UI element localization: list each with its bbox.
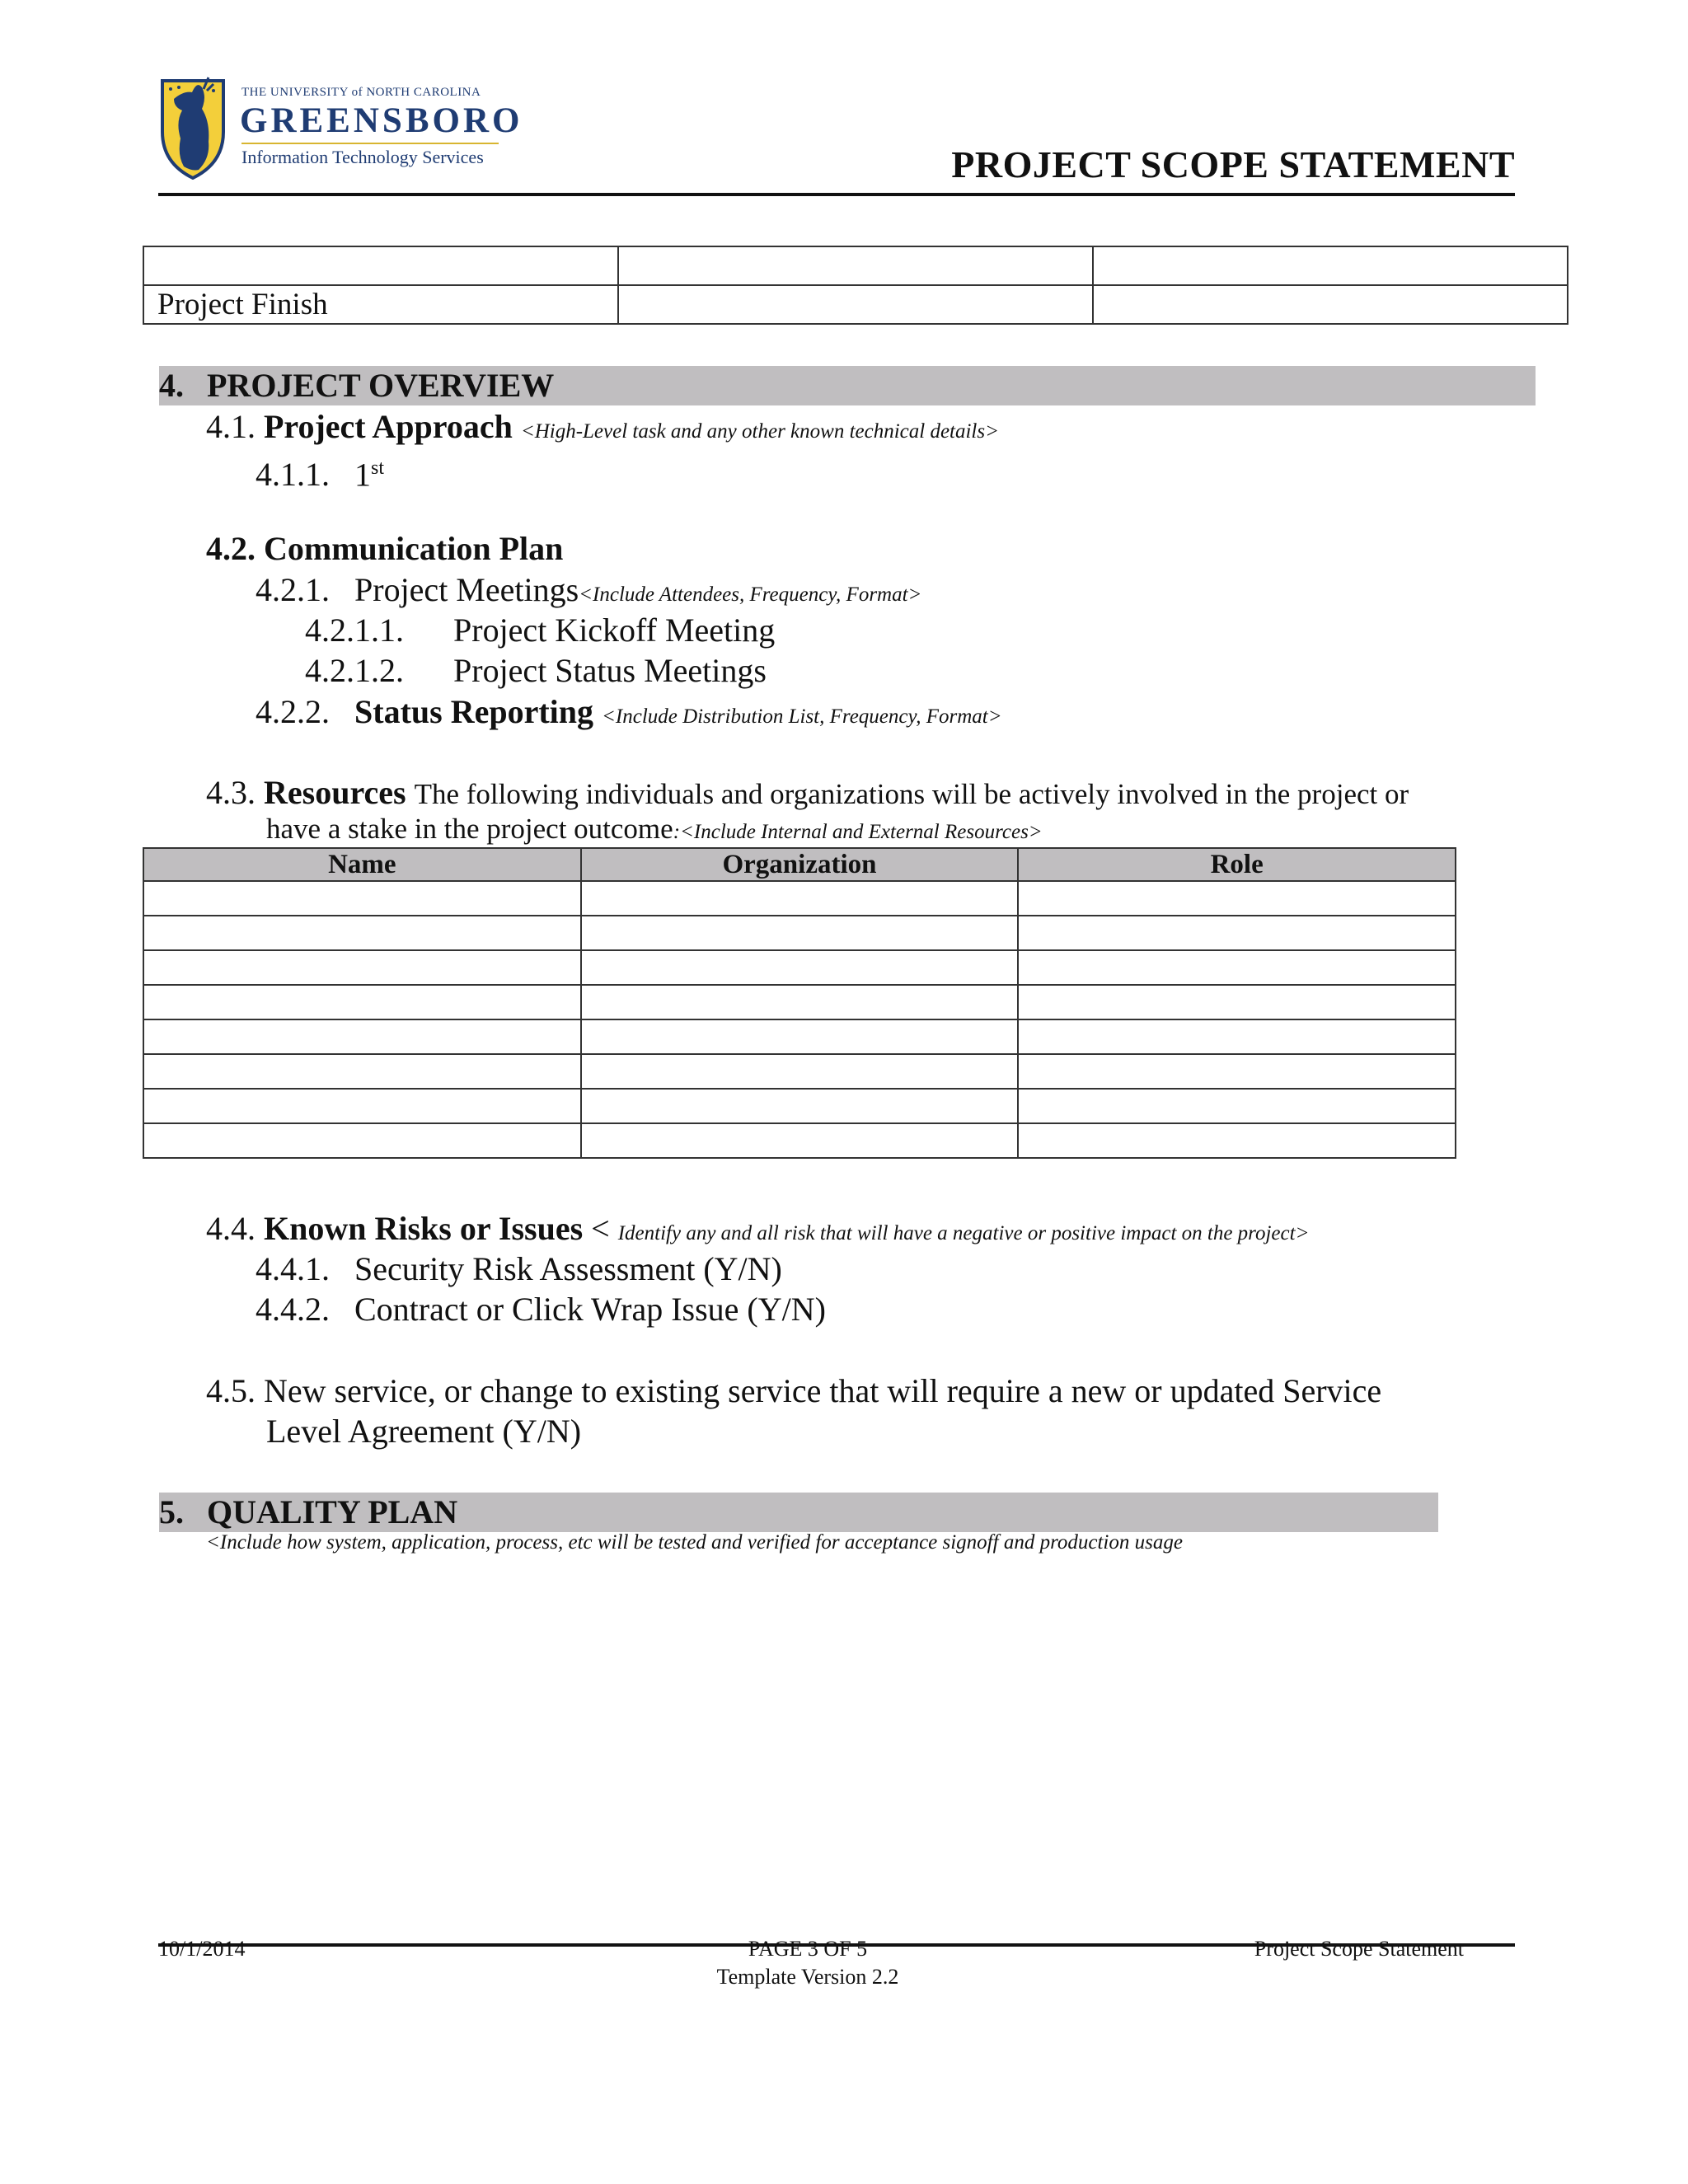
section-number: 4. (159, 367, 184, 404)
item-number: 4.2. (206, 530, 256, 567)
item-number: 4.4. (206, 1210, 256, 1247)
item-title: Resources (264, 774, 406, 811)
item-title: Status Reporting (354, 693, 594, 730)
item-text: Security Risk Assessment (Y/N) (354, 1250, 782, 1287)
risks-heading (206, 1209, 1309, 1254)
table-cell (1018, 1123, 1456, 1158)
table-row (143, 285, 1568, 324)
item-note: <Include Attendees, Frequency, Format> (579, 583, 922, 606)
risk-item-security (256, 1249, 782, 1289)
kickoff-item (305, 611, 775, 650)
item-title: Communication Plan (264, 530, 564, 567)
table-row (143, 985, 1456, 1019)
table-cell (143, 881, 581, 916)
table-cell (581, 1054, 1019, 1089)
dates-table (143, 246, 1568, 325)
table-cell (1018, 1019, 1456, 1054)
comm-plan-heading (206, 529, 563, 569)
item-superscript: st (371, 457, 385, 479)
item-text: The following individuals and organizations will be actively involved in the project or (414, 778, 1409, 810)
footer-page-number: PAGE 3 OF 5 (748, 1937, 868, 1961)
section-4-header (159, 366, 1536, 405)
item-bracket: < (583, 1210, 618, 1247)
status-reporting-item (256, 692, 1002, 737)
table-cell (1018, 881, 1456, 916)
service-item (206, 1371, 1381, 1411)
table-cell (1018, 916, 1456, 950)
logo-divider (241, 143, 499, 144)
quality-plan-note: <Include how system, application, process, etc will be tested and verified for acceptance signoff and production usage (206, 1531, 1183, 1554)
table-cell (143, 1123, 581, 1158)
table-cell (581, 1123, 1019, 1158)
table-cell (618, 285, 1093, 324)
service-item-line2: Level Agreement (Y/N) (266, 1413, 582, 1450)
table-cell (143, 985, 581, 1019)
item-number: 4.2.1.1. (305, 612, 404, 649)
risk-item-contract (256, 1290, 826, 1329)
item-text: New service, or change to existing service that will require a new or updated Service (264, 1372, 1382, 1409)
item-number: 4.2.1. (256, 571, 330, 608)
item-title: Known Risks or Issues (264, 1210, 584, 1247)
table-cell (143, 1089, 581, 1123)
table-cell (581, 950, 1019, 985)
resources-text-line2 (266, 811, 1043, 851)
table-cell (1018, 1089, 1456, 1123)
item-number: 4.5. (206, 1372, 256, 1409)
table-cell (581, 916, 1019, 950)
resources-table (143, 847, 1456, 1159)
table-row (143, 1054, 1456, 1089)
item-number: 4.1. (206, 408, 256, 445)
footer-template-version: Template Version 2.2 (716, 1965, 899, 1989)
shield-icon (159, 73, 227, 180)
approach-item (256, 448, 384, 494)
table-cell (581, 985, 1019, 1019)
table-cell (143, 950, 581, 985)
footer-date: 10/1/2014 (158, 1937, 246, 1961)
section-title: QUALITY PLAN (207, 1493, 458, 1530)
status-meetings-item (305, 651, 767, 691)
item-note: Identify any and all risk that will have a negative or positive impact on the project> (617, 1222, 1310, 1244)
item-note: :<Include Internal and External Resources> (673, 821, 1043, 843)
section-number: 5. (159, 1493, 184, 1530)
header-divider (158, 193, 1515, 196)
table-row (143, 1019, 1456, 1054)
logo-university-line: THE UNIVERSITY of NORTH CAROLINA (241, 86, 481, 99)
item-text: Project Kickoff Meeting (453, 612, 776, 649)
column-header-organization: Organization (581, 848, 1019, 881)
item-note: <Include Distribution List, Frequency, Format> (602, 705, 1002, 728)
column-header-name: Name (143, 848, 581, 881)
item-title: Project Approach (264, 408, 513, 445)
ugreensboro-logo (159, 73, 522, 181)
item-number: 4.3. (206, 774, 256, 811)
item-number: 4.2.1.2. (305, 652, 404, 689)
item-number: 4.4.2. (256, 1291, 330, 1328)
item-note: <High-Level task and any other known technical details> (520, 420, 999, 443)
table-cell (1018, 985, 1456, 1019)
section-title: PROJECT OVERVIEW (207, 367, 555, 404)
table-cell (1018, 1054, 1456, 1089)
table-row (143, 881, 1456, 916)
section-5-header (159, 1493, 1438, 1532)
item-number: 4.4.1. (256, 1250, 330, 1287)
table-row (143, 950, 1456, 985)
resources-heading (206, 773, 1409, 813)
item-text: Project Status Meetings (453, 652, 767, 689)
table-cell (1093, 285, 1568, 324)
item-text: 1 (354, 456, 371, 494)
table-cell (143, 246, 618, 285)
table-cell (143, 916, 581, 950)
table-cell (581, 1019, 1019, 1054)
table-row (143, 246, 1568, 285)
item-text: Project Meetings (354, 571, 579, 608)
footer-doc-name: Project Scope Statement (1254, 1937, 1464, 1961)
item-text: Contract or Click Wrap Issue (Y/N) (354, 1291, 826, 1328)
document-title: PROJECT SCOPE STATEMENT (951, 143, 1515, 185)
column-header-role: Role (1018, 848, 1456, 881)
meetings-item (256, 570, 921, 615)
table-cell: Project Finish (143, 285, 618, 324)
table-cell (581, 881, 1019, 916)
table-row (143, 1089, 1456, 1123)
table-cell (581, 1089, 1019, 1123)
table-row (143, 1123, 1456, 1158)
approach-heading (206, 407, 999, 452)
item-text: have a stake in the project outcome (266, 813, 673, 845)
logo-its-line: Information Technology Services (241, 147, 484, 167)
table-header-row (143, 848, 1456, 881)
table-cell (618, 246, 1093, 285)
table-cell (1018, 950, 1456, 985)
item-number: 4.2.2. (256, 693, 330, 730)
logo-greensboro: GREENSBORO (240, 101, 523, 140)
table-cell (143, 1019, 581, 1054)
table-cell (1093, 246, 1568, 285)
table-cell (143, 1054, 581, 1089)
item-number: 4.1.1. (256, 456, 330, 494)
table-row (143, 916, 1456, 950)
